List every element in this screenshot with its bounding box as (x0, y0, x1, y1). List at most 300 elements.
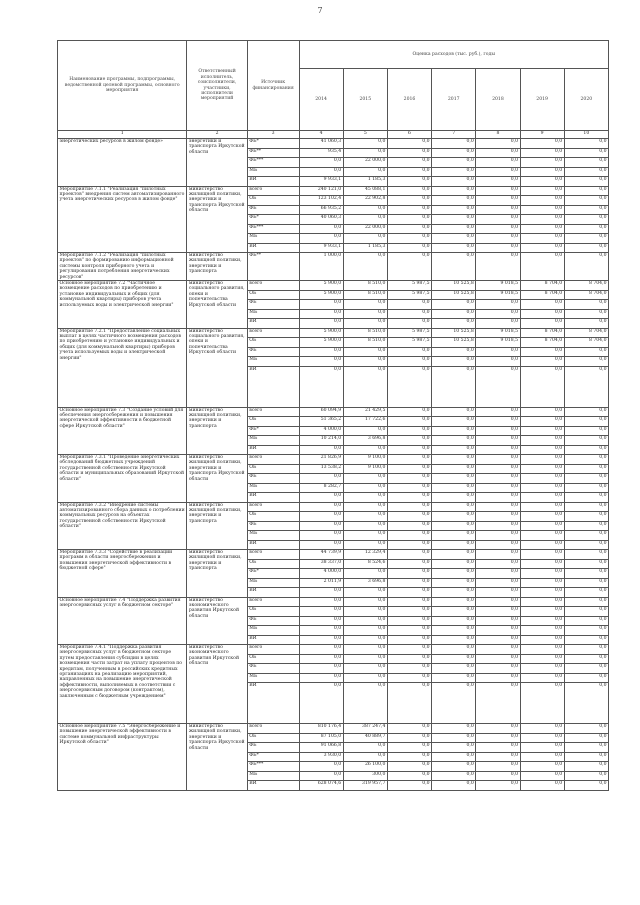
amount-cell: 5 987,5 (387, 290, 431, 300)
amount-cell: 0,0 (299, 626, 343, 636)
amount-cell: 0,0 (520, 158, 564, 168)
amount-cell: 8 704,0 (564, 328, 608, 338)
funding-source: ФБ* (247, 215, 299, 225)
amount-cell: 8 704,0 (520, 281, 564, 291)
amount-cell: 0,0 (343, 309, 387, 319)
amount-cell: 0,0 (343, 540, 387, 550)
amount-cell: 0,0 (387, 521, 431, 531)
table-row (58, 281, 609, 291)
amount-cell: 0,0 (387, 186, 431, 196)
amount-cell: 0,0 (299, 474, 343, 484)
header-year-2014: 2014 (299, 69, 343, 131)
measure-executor: министерство жилищной политики, энергетики и транспорта Иркутской области (187, 724, 247, 791)
amount-cell: 0,0 (476, 417, 520, 427)
amount-cell: 5 900,0 (299, 328, 343, 338)
page-number: 7 (317, 6, 323, 15)
amount-cell: 0,0 (387, 436, 431, 446)
measure-executor: министерство жилищной политики, энергетики и транспорта (187, 502, 247, 550)
amount-cell: 0,0 (299, 645, 343, 655)
funding-source: ОБ (247, 512, 299, 522)
amount-cell: 0,0 (476, 253, 520, 281)
amount-cell: 0,0 (299, 607, 343, 617)
amount-cell: 5 900,0 (299, 281, 343, 291)
amount-cell: 0,0 (564, 569, 608, 579)
amount-cell: 0,0 (520, 483, 564, 493)
amount-cell: 0,0 (387, 673, 431, 683)
amount-cell: 0,0 (432, 167, 476, 177)
measure-name: Мероприятие 7.1.2 "Реализация "пилотных проектов" по формированию информационной системы контроля приборного учета и регулирования потребления энергетических ресурсов" (58, 253, 187, 281)
amount-cell: 0,0 (476, 569, 520, 579)
amount-cell: 0,0 (476, 550, 520, 560)
amount-cell: 0,0 (564, 502, 608, 512)
amount-cell: 0,0 (387, 616, 431, 626)
amount-cell: 8 704,0 (520, 328, 564, 338)
amount-cell: 0,0 (564, 771, 608, 781)
amount-cell: 0,0 (387, 196, 431, 206)
amount-cell: 0,0 (520, 616, 564, 626)
amount-cell: 0,0 (520, 309, 564, 319)
amount-cell: 0,0 (432, 607, 476, 617)
amount-cell: 0,0 (476, 243, 520, 253)
column-index: 5 (343, 131, 387, 139)
amount-cell: 0,0 (343, 253, 387, 281)
amount-cell: 0,0 (343, 445, 387, 455)
amount-cell: 0,0 (520, 512, 564, 522)
amount-cell: 3 696,8 (343, 578, 387, 588)
measure-name: энергетических ресурсов в жилом фонде» (58, 139, 187, 187)
amount-cell: 0,0 (564, 616, 608, 626)
amount-cell: 0,0 (387, 158, 431, 168)
amount-cell: 0,0 (564, 578, 608, 588)
amount-cell: 0,0 (476, 521, 520, 531)
amount-cell: 0,0 (520, 521, 564, 531)
amount-cell: 0,0 (520, 234, 564, 244)
amount-cell: 0,0 (299, 531, 343, 541)
measure-executor: министерство экономического развития Иркутской области (187, 597, 247, 645)
amount-cell: 0,0 (299, 521, 343, 531)
funding-source: ВИ (247, 635, 299, 645)
amount-cell: 0,0 (432, 474, 476, 484)
amount-cell: 0,0 (476, 771, 520, 781)
amount-cell: 0,0 (299, 224, 343, 234)
amount-cell: 1 000,0 (299, 253, 343, 281)
amount-cell: 10 525,8 (432, 328, 476, 338)
amount-cell: 0,0 (432, 347, 476, 357)
amount-cell: 0,0 (387, 645, 431, 655)
amount-cell: 0,0 (564, 234, 608, 244)
measure-executor: министерство жилищной политики, энергетики и транспорта (187, 407, 247, 455)
amount-cell: 0,0 (387, 559, 431, 569)
amount-cell: 0,0 (343, 300, 387, 310)
amount-cell: 0,0 (387, 407, 431, 417)
column-index: 6 (387, 131, 431, 139)
amount-cell: 0,0 (387, 366, 431, 407)
amount-cell: 0,0 (387, 512, 431, 522)
funding-source: МБ (247, 167, 299, 177)
amount-cell: 0,0 (432, 654, 476, 664)
amount-cell: 0,0 (387, 743, 431, 753)
amount-cell: 0,0 (432, 531, 476, 541)
amount-cell: 38 337,0 (299, 559, 343, 569)
amount-cell: 0,0 (387, 683, 431, 724)
amount-cell: 44 739,9 (299, 550, 343, 560)
funding-source: МБ (247, 309, 299, 319)
amount-cell: 0,0 (343, 474, 387, 484)
amount-cell: 0,0 (520, 664, 564, 674)
amount-cell: 0,0 (476, 781, 520, 791)
amount-cell: 0,0 (343, 319, 387, 329)
amount-cell: 9 018,5 (476, 290, 520, 300)
funding-source: ФБ* (247, 139, 299, 149)
amount-cell: 0,0 (520, 683, 564, 724)
amount-cell: 0,0 (564, 664, 608, 674)
amount-cell: 22 000,0 (343, 224, 387, 234)
amount-cell: 0,0 (387, 607, 431, 617)
header-year-2018: 2018 (476, 69, 520, 131)
amount-cell: 0,0 (476, 357, 520, 367)
amount-cell: 319 957,7 (343, 781, 387, 791)
measure-executor: министерство жилищной политики, энергетики и транспорта (187, 550, 247, 598)
amount-cell: 0,0 (299, 493, 343, 503)
funding-source: ОБ (247, 338, 299, 348)
amount-cell: 0,0 (476, 607, 520, 617)
amount-cell: 51 365,2 (299, 417, 343, 427)
header-source: Источник финансирования (247, 41, 299, 131)
amount-cell: 0,0 (476, 664, 520, 674)
measure-executor: энергетики и транспорта Иркутской области (187, 139, 247, 187)
amount-cell: 0,0 (343, 347, 387, 357)
amount-cell: 3 696,8 (343, 436, 387, 446)
amount-cell: 0,0 (520, 407, 564, 417)
amount-cell: 0,0 (476, 654, 520, 664)
amount-cell: 60 094,9 (299, 407, 343, 417)
header-year-2016: 2016 (387, 69, 431, 131)
amount-cell: 0,0 (476, 319, 520, 329)
amount-cell: 0,0 (432, 635, 476, 645)
amount-cell: 0,0 (387, 752, 431, 762)
table-row (58, 455, 609, 465)
amount-cell: 8 510,0 (343, 328, 387, 338)
measure-name: Основное мероприятие 7.2 "Частичное возмещение расходов по приобретению и установке индивидуальных и общих (для коммунальной квартиры) приборов учета используемых воды и электрической энергии" (58, 281, 187, 329)
amount-cell: 0,0 (432, 148, 476, 158)
amount-cell: 0,0 (564, 300, 608, 310)
column-index: 9 (520, 131, 564, 139)
amount-cell: 0,0 (432, 578, 476, 588)
funding-source: ФБ** (247, 148, 299, 158)
amount-cell: 0,0 (564, 139, 608, 149)
amount-cell: 0,0 (343, 139, 387, 149)
funding-source: всего (247, 645, 299, 655)
amount-cell: 0,0 (520, 781, 564, 791)
amount-cell: 0,0 (432, 158, 476, 168)
amount-cell: 8 510,0 (343, 290, 387, 300)
measure-executor: министерство жилищной политики, энергетики и транспорта Иркутской области (187, 455, 247, 503)
amount-cell: 0,0 (520, 253, 564, 281)
amount-cell: 0,0 (520, 607, 564, 617)
amount-cell: 0,0 (343, 531, 387, 541)
table-row (58, 407, 609, 417)
funding-source: ФБ (247, 474, 299, 484)
amount-cell: 0,0 (343, 635, 387, 645)
amount-cell: 810 176,4 (299, 724, 343, 734)
funding-source: ФБ** (247, 253, 299, 281)
amount-cell: 0,0 (520, 177, 564, 187)
amount-cell: 0,0 (387, 445, 431, 455)
amount-cell: 0,0 (387, 426, 431, 436)
amount-cell: 4 000,0 (299, 569, 343, 579)
amount-cell: 9 933,1 (299, 177, 343, 187)
amount-cell: 91 066,8 (299, 743, 343, 753)
amount-cell: 0,0 (520, 635, 564, 645)
amount-cell: 41 060,3 (299, 139, 343, 149)
amount-cell: 0,0 (564, 597, 608, 607)
amount-cell: 0,0 (387, 654, 431, 664)
amount-cell: 0,0 (387, 550, 431, 560)
funding-source: всего (247, 597, 299, 607)
amount-cell: 0,0 (432, 493, 476, 503)
amount-cell: 0,0 (432, 319, 476, 329)
amount-cell: 0,0 (564, 224, 608, 234)
amount-cell: 0,0 (432, 752, 476, 762)
amount-cell: 0,0 (564, 464, 608, 474)
amount-cell: 0,0 (387, 357, 431, 367)
amount-cell: 0,0 (387, 771, 431, 781)
amount-cell: 0,0 (564, 550, 608, 560)
funding-source: всего (247, 186, 299, 196)
amount-cell: 0,0 (299, 300, 343, 310)
amount-cell: 0,0 (299, 683, 343, 724)
amount-cell: 0,0 (564, 474, 608, 484)
measure-executor: министерство социального развития, опеки и попечительства Иркутской области (187, 328, 247, 407)
amount-cell: 0,0 (520, 724, 564, 734)
funding-source: МБ (247, 771, 299, 781)
funding-source: ФБ (247, 347, 299, 357)
table-row (58, 139, 609, 149)
funding-source: ОБ (247, 559, 299, 569)
amount-cell: 0,0 (520, 645, 564, 655)
amount-cell: 0,0 (432, 234, 476, 244)
amount-cell: 0,0 (564, 177, 608, 187)
funding-source: ФБ (247, 205, 299, 215)
amount-cell: 0,0 (476, 186, 520, 196)
amount-cell: 0,0 (387, 597, 431, 607)
amount-cell: 0,0 (520, 215, 564, 225)
amount-cell: 0,0 (520, 436, 564, 446)
amount-cell: 0,0 (299, 588, 343, 598)
amount-cell: 0,0 (387, 588, 431, 598)
funding-source: ФБ (247, 664, 299, 674)
amount-cell: 0,0 (520, 569, 564, 579)
amount-cell: 0,0 (432, 366, 476, 407)
column-index: 1 (58, 131, 187, 139)
amount-cell: 0,0 (343, 357, 387, 367)
amount-cell: 0,0 (387, 300, 431, 310)
amount-cell: 5 987,5 (387, 338, 431, 348)
amount-cell: 0,0 (520, 205, 564, 215)
amount-cell: 0,0 (520, 347, 564, 357)
funding-source: МБ (247, 673, 299, 683)
amount-cell: 0,0 (432, 357, 476, 367)
amount-cell: 0,0 (476, 309, 520, 319)
funding-source: МБ (247, 357, 299, 367)
amount-cell: 0,0 (299, 540, 343, 550)
amount-cell: 0,0 (387, 167, 431, 177)
amount-cell: 0,0 (387, 781, 431, 791)
amount-cell: 0,0 (387, 148, 431, 158)
amount-cell: 0,0 (343, 167, 387, 177)
amount-cell: 0,0 (476, 683, 520, 724)
amount-cell: 0,0 (299, 347, 343, 357)
amount-cell: 0,0 (343, 673, 387, 683)
amount-cell: 10 214,0 (299, 436, 343, 446)
amount-cell: 0,0 (476, 167, 520, 177)
funding-source: ФБ*** (247, 224, 299, 234)
amount-cell: 9 100,0 (343, 464, 387, 474)
funding-source: ВИ (247, 366, 299, 407)
amount-cell: 0,0 (387, 215, 431, 225)
amount-cell: 0,0 (564, 724, 608, 734)
amount-cell: 0,0 (476, 474, 520, 484)
amount-cell: 9 018,5 (476, 338, 520, 348)
table-row (58, 724, 609, 734)
amount-cell: 0,0 (520, 550, 564, 560)
measure-executor: министерство жилищной политики, энергетики и транспорта (187, 253, 247, 281)
funding-source: всего (247, 550, 299, 560)
amount-cell: 5 987,5 (387, 281, 431, 291)
funding-source: ФБ* (247, 752, 299, 762)
amount-cell: 0,0 (564, 319, 608, 329)
amount-cell: 0,0 (476, 559, 520, 569)
amount-cell: 0,0 (476, 493, 520, 503)
measure-name: Мероприятие 7.4.1 "Поддержка развития энергосервисных услуг в бюджетном секторе путем предоставления субсидии в целях возмещения части затрат на уплату процентов по кредитам, полученным в российских кредитных организациях на реализацию мероприятий, направленных на повышение энергетической эффективности, выполняемых в соответствии с энергосервисным договором (контрактом), заключенным с бюджетным учреждением" (58, 645, 187, 724)
amount-cell: 0,0 (343, 752, 387, 762)
amount-cell: 0,0 (343, 234, 387, 244)
funding-source: ОБ (247, 733, 299, 743)
table-row (58, 550, 609, 560)
amount-cell: 0,0 (387, 664, 431, 674)
amount-cell: 0,0 (432, 645, 476, 655)
amount-cell: 0,0 (299, 319, 343, 329)
amount-cell: 0,0 (476, 540, 520, 550)
funding-source: ОБ (247, 654, 299, 664)
amount-cell: 0,0 (432, 196, 476, 206)
amount-cell: 0,0 (476, 300, 520, 310)
amount-cell: 0,0 (564, 347, 608, 357)
amount-cell: 0,0 (564, 752, 608, 762)
amount-cell: 0,0 (564, 436, 608, 446)
amount-cell: 0,0 (564, 683, 608, 724)
amount-cell: 5 900,0 (299, 338, 343, 348)
funding-source: ВИ (247, 243, 299, 253)
amount-cell: 0,0 (432, 559, 476, 569)
amount-cell: 0,0 (387, 205, 431, 215)
amount-cell: 0,0 (520, 139, 564, 149)
amount-cell: 0,0 (432, 597, 476, 607)
amount-cell: 8 704,0 (564, 338, 608, 348)
amount-cell: 0,0 (476, 645, 520, 655)
table-row (58, 186, 609, 196)
amount-cell: 0,0 (564, 483, 608, 493)
amount-cell: 0,0 (432, 502, 476, 512)
amount-cell: 0,0 (299, 357, 343, 367)
amount-cell: 0,0 (299, 635, 343, 645)
amount-cell: 0,0 (387, 309, 431, 319)
amount-cell: 0,0 (564, 366, 608, 407)
amount-cell: 0,0 (299, 366, 343, 407)
funding-source: ФБ (247, 616, 299, 626)
funding-source: ФБ* (247, 426, 299, 436)
amount-cell: 0,0 (564, 607, 608, 617)
funding-source: ФБ (247, 521, 299, 531)
resource-table (57, 40, 609, 791)
amount-cell: 0,0 (432, 253, 476, 281)
amount-cell: 0,0 (564, 645, 608, 655)
amount-cell: 1 185,3 (343, 243, 387, 253)
amount-cell: 0,0 (343, 616, 387, 626)
amount-cell: 0,0 (520, 319, 564, 329)
amount-cell: 0,0 (520, 752, 564, 762)
amount-cell: 0,0 (343, 512, 387, 522)
amount-cell: 0,0 (476, 139, 520, 149)
amount-cell: 0,0 (387, 724, 431, 734)
funding-source: ФБ* (247, 569, 299, 579)
amount-cell: 0,0 (299, 616, 343, 626)
amount-cell: 0,0 (476, 743, 520, 753)
amount-cell: 0,0 (432, 205, 476, 215)
amount-cell: 0,0 (564, 733, 608, 743)
amount-cell: 10 525,8 (432, 281, 476, 291)
funding-source: ОБ (247, 607, 299, 617)
amount-cell: 0,0 (564, 762, 608, 772)
funding-source: ВИ (247, 781, 299, 791)
amount-cell: 0,0 (520, 224, 564, 234)
amount-cell: 0,0 (387, 455, 431, 465)
amount-cell: 0,0 (432, 309, 476, 319)
amount-cell: 0,0 (564, 588, 608, 598)
funding-source: всего (247, 724, 299, 734)
amount-cell: 0,0 (299, 167, 343, 177)
amount-cell: 628 074,6 (299, 781, 343, 791)
amount-cell: 0,0 (432, 224, 476, 234)
amount-cell: 0,0 (299, 512, 343, 522)
amount-cell: 0,0 (343, 607, 387, 617)
amount-cell: 1 185,3 (343, 177, 387, 187)
amount-cell: 0,0 (476, 673, 520, 683)
amount-cell: 0,0 (432, 733, 476, 743)
header-year-2017: 2017 (432, 69, 476, 131)
funding-source: ВИ (247, 445, 299, 455)
amount-cell: 10 525,8 (432, 338, 476, 348)
amount-cell: 0,0 (520, 762, 564, 772)
amount-cell: 0,0 (432, 683, 476, 724)
amount-cell: 8 704,0 (520, 338, 564, 348)
amount-cell: 0,0 (476, 407, 520, 417)
amount-cell: 0,0 (520, 186, 564, 196)
table-row (58, 328, 609, 338)
amount-cell: 0,0 (387, 177, 431, 187)
funding-source: ВИ (247, 683, 299, 724)
amount-cell: 0,0 (564, 407, 608, 417)
amount-cell: 0,0 (387, 234, 431, 244)
amount-cell: 0,0 (432, 771, 476, 781)
amount-cell: 40 889,7 (343, 733, 387, 743)
funding-source: МБ (247, 578, 299, 588)
amount-cell: 0,0 (476, 436, 520, 446)
funding-source: всего (247, 328, 299, 338)
amount-cell: 0,0 (476, 205, 520, 215)
amount-cell: 0,0 (299, 771, 343, 781)
funding-source: ФБ (247, 300, 299, 310)
